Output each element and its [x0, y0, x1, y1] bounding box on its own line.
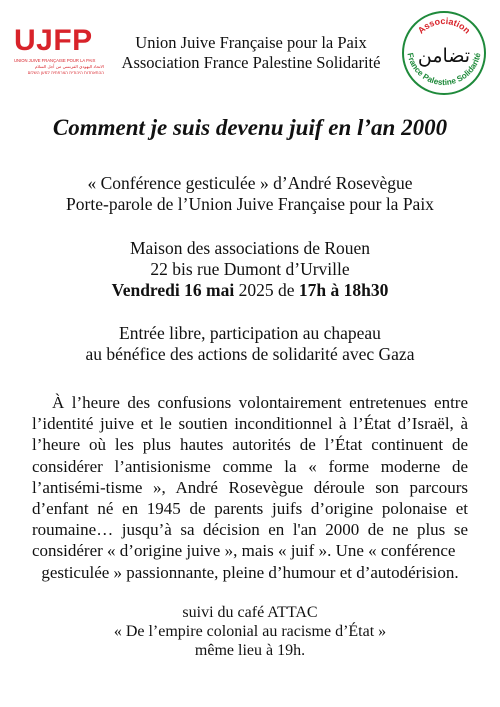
event-datetime — [0, 280, 500, 301]
followup-title: « De l’empire colonial au racisme d’État » — [113, 623, 387, 640]
description-last-line: gesticulée » passionnante, pleine d’humour et d’autodérision. — [41, 562, 459, 582]
description-text: À l’heure des confusions volontairement entretenues entre l’identité juive et le soutien inconditionnel à l’État d’Israël, à l’heure où les plus hautes autorités de l’État continuent de considérer l’antisionisme comme la « forme moderne de l’antisémi-tisme », André Rosevègue déroule son parcours d’enfant né en 1945 de parents juifs d’origine polonaise et roumaine… jusqu’à sa décision en l'an 2000 de ne plus se considérer « d’origine juive », mais « juif ». Une « conférence — [32, 393, 468, 561]
header-line-ujfp: Union Juive Française pour la Paix — [135, 33, 367, 52]
ujfp-logo — [14, 26, 104, 75]
ujfp-logo-subtitle: UNION JUIVE FRANÇAISE POUR LA PAIX — [14, 58, 96, 63]
followup-intro: suivi du café ATTAC — [182, 604, 318, 621]
entry-line-2: au bénéfice des actions de solidarité avec Gaza — [85, 344, 415, 364]
ujfp-logo-hebrew: ההתאחדות היהודית הצרפתית למען השלום — [27, 70, 104, 75]
speaker-role-line: Porte-parole de l’Union Juive Française pour la Paix — [66, 194, 434, 214]
header-line-afps: Association France Palestine Solidarité — [121, 53, 381, 72]
event-year: 2025 de — [234, 280, 299, 300]
venue-name: Maison des associations de Rouen — [129, 238, 371, 258]
afps-logo-ring-text: France Palestine Solidarité — [405, 52, 483, 88]
conference-line: « Conférence gesticulée » d’André Rosevègue — [87, 173, 413, 193]
ujfp-logo-arabic: الاتحاد اليهودي الفرنسي من أجل السلام — [34, 64, 104, 69]
followup-time: même lieu à 19h. — [194, 642, 306, 659]
followup-event — [0, 603, 500, 660]
event-time: 17h à 18h30 — [298, 280, 389, 300]
ujfp-logo-word: UJFP — [14, 24, 93, 57]
header-organizations — [110, 33, 392, 73]
event-date: Vendredi 16 mai — [111, 280, 235, 300]
afps-logo-calligraphy: تضامن — [417, 45, 471, 67]
entry-info — [0, 323, 500, 365]
entry-line-1: Entrée libre, participation au chapeau — [119, 323, 381, 343]
afps-logo-top-word: Association — [415, 15, 473, 36]
venue-info — [0, 238, 500, 301]
afps-logo — [401, 10, 487, 96]
venue-address: 22 bis rue Dumont d’Urville — [150, 259, 350, 279]
event-description — [32, 392, 468, 583]
speaker-info — [0, 173, 500, 215]
event-title: Comment je suis devenu juif en l’an 2000 — [52, 115, 448, 140]
